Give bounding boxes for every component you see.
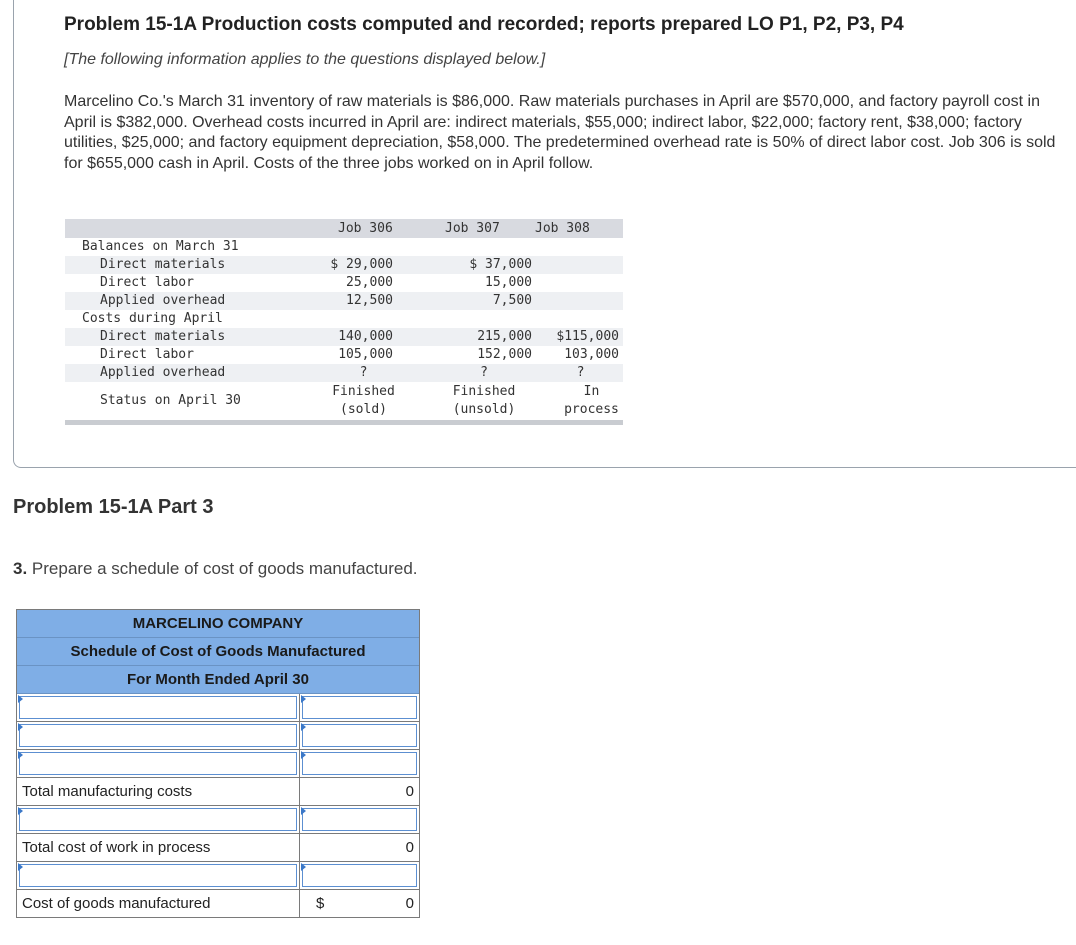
cogm-value: 0 [405,895,414,912]
total-wip-value: 0 [405,839,414,856]
cell-job-306: 140,000 [323,328,426,346]
cell-job-306: 12,500 [323,292,426,310]
schedule-period: For Month Ended April 30 [17,666,419,694]
status-job-306-line1: Finished [332,384,395,399]
schedule-amount-input[interactable] [302,724,417,747]
cell-job-306: ? [323,364,426,382]
problem-heading: Problem 15-1A Production costs computed and recorded; reports prepared LO P1, P2, P3, P4 [64,14,904,35]
status-job-306 [323,382,426,423]
job-cost-table [65,219,623,425]
cogm-row [17,890,419,917]
part-number: 3. [13,559,28,578]
table-row [65,364,623,382]
dropdown-marker-icon [18,807,23,815]
cogm-schedule [16,609,420,918]
schedule-input-row-2 [17,722,419,750]
cell-job-307: 15,000 [485,275,532,290]
status-row [65,382,623,423]
table-row [65,328,623,346]
section-label-april: Costs during April [82,311,223,326]
header-job-308: Job 308 [534,219,623,238]
dropdown-marker-icon [18,751,23,759]
header-job-306: Job 306 [323,219,426,238]
job-table-corner [65,219,323,238]
cell-job-307: ? [426,364,534,382]
status-job-308-line2: process [564,402,619,417]
row-label: Direct materials [65,256,323,274]
row-label: Direct labor [100,347,194,362]
schedule-input-row-4 [17,806,419,834]
cell-job-308: ? [534,364,623,382]
part-instruction [13,559,418,579]
row-label: Direct labor [100,275,194,290]
schedule-input-row-3 [17,750,419,778]
schedule-label-input[interactable] [19,724,297,747]
status-job-306-line2: (sold) [340,402,387,417]
dropdown-marker-icon [301,751,306,759]
currency-symbol: $ [316,895,325,912]
status-job-307-line2: (unsold) [452,402,516,417]
part-instruction-text: Prepare a schedule of cost of goods manufactured. [31,559,418,578]
cell-job-307: 152,000 [477,347,532,362]
header-job-307: Job 307 [426,219,534,238]
total-wip-row [17,834,419,862]
table-row [65,292,623,310]
schedule-amount-input[interactable] [302,696,417,719]
schedule-label-input[interactable] [19,752,297,775]
total-manufacturing-label: Total manufacturing costs [17,778,300,805]
cell-job-307: 215,000 [426,328,534,346]
dropdown-marker-icon [18,723,23,731]
cell-job-307: $ 37,000 [426,256,534,274]
schedule-title: Schedule of Cost of Goods Manufactured [17,638,419,666]
schedule-company: MARCELINO COMPANY [17,610,419,638]
schedule-label-input[interactable] [19,864,297,887]
status-label: Status on April 30 [100,393,241,408]
cell-job-308 [534,292,623,310]
status-job-307 [426,382,534,423]
schedule-label-input[interactable] [19,696,297,719]
table-row [65,256,623,274]
total-manufacturing-value: 0 [405,783,414,800]
status-job-308 [534,382,623,423]
cogm-amount-cell [300,890,419,917]
total-manufacturing-row [17,778,419,806]
problem-description: Marcelino Co.'s March 31 inventory of raw materials is $86,000. Raw materials purchases in April are $570,000, and factory payroll cost in April is $382,000. Overhead costs incurred in April are: indirect materials, $55,000; indirect labor, $22,000; factory rent, $38,000; factory utilities, $25,000; and factory equipment depreciation, $58,000. The predetermined overhead rate is 50% of direct labor cost. Job 306 is sold for $655,000 cash in April. Costs of the three jobs worked on in April follow. [64,93,1056,172]
section-row-balances [65,238,623,256]
cell-job-308 [534,274,623,292]
table-row [65,274,623,292]
schedule-amount-input[interactable] [302,864,417,887]
schedule-input-row-5 [17,862,419,890]
cell-job-307: 7,500 [426,292,534,310]
status-job-307-line1: Finished [452,384,516,399]
row-label: Applied overhead [65,364,323,382]
total-wip-label: Total cost of work in process [17,834,300,861]
status-job-308-line1: In [583,384,600,399]
dropdown-marker-icon [301,807,306,815]
problem-intro: [The following information applies to the questions displayed below.] [64,51,546,68]
cell-job-308: $115,000 [534,328,623,346]
table-row [65,346,623,364]
row-label: Direct materials [65,328,323,346]
cell-job-306: 105,000 [338,347,393,362]
dropdown-marker-icon [301,863,306,871]
dropdown-marker-icon [301,723,306,731]
schedule-label-input[interactable] [19,808,297,831]
cell-job-306: $ 29,000 [323,256,426,274]
section-row-april [65,310,623,328]
dropdown-marker-icon [18,695,23,703]
schedule-input-row-1 [17,694,419,722]
cell-job-306: 25,000 [346,275,393,290]
dropdown-marker-icon [18,863,23,871]
cell-job-308: 103,000 [564,347,619,362]
schedule-amount-input[interactable] [302,752,417,775]
cell-job-308 [534,256,623,274]
schedule-amount-input[interactable] [302,808,417,831]
cogm-label: Cost of goods manufactured [17,890,300,917]
part-title: Problem 15-1A Part 3 [13,496,214,518]
dropdown-marker-icon [301,695,306,703]
section-label-balances: Balances on March 31 [82,239,239,254]
row-label: Applied overhead [65,292,323,310]
job-table-header-row [65,219,623,238]
